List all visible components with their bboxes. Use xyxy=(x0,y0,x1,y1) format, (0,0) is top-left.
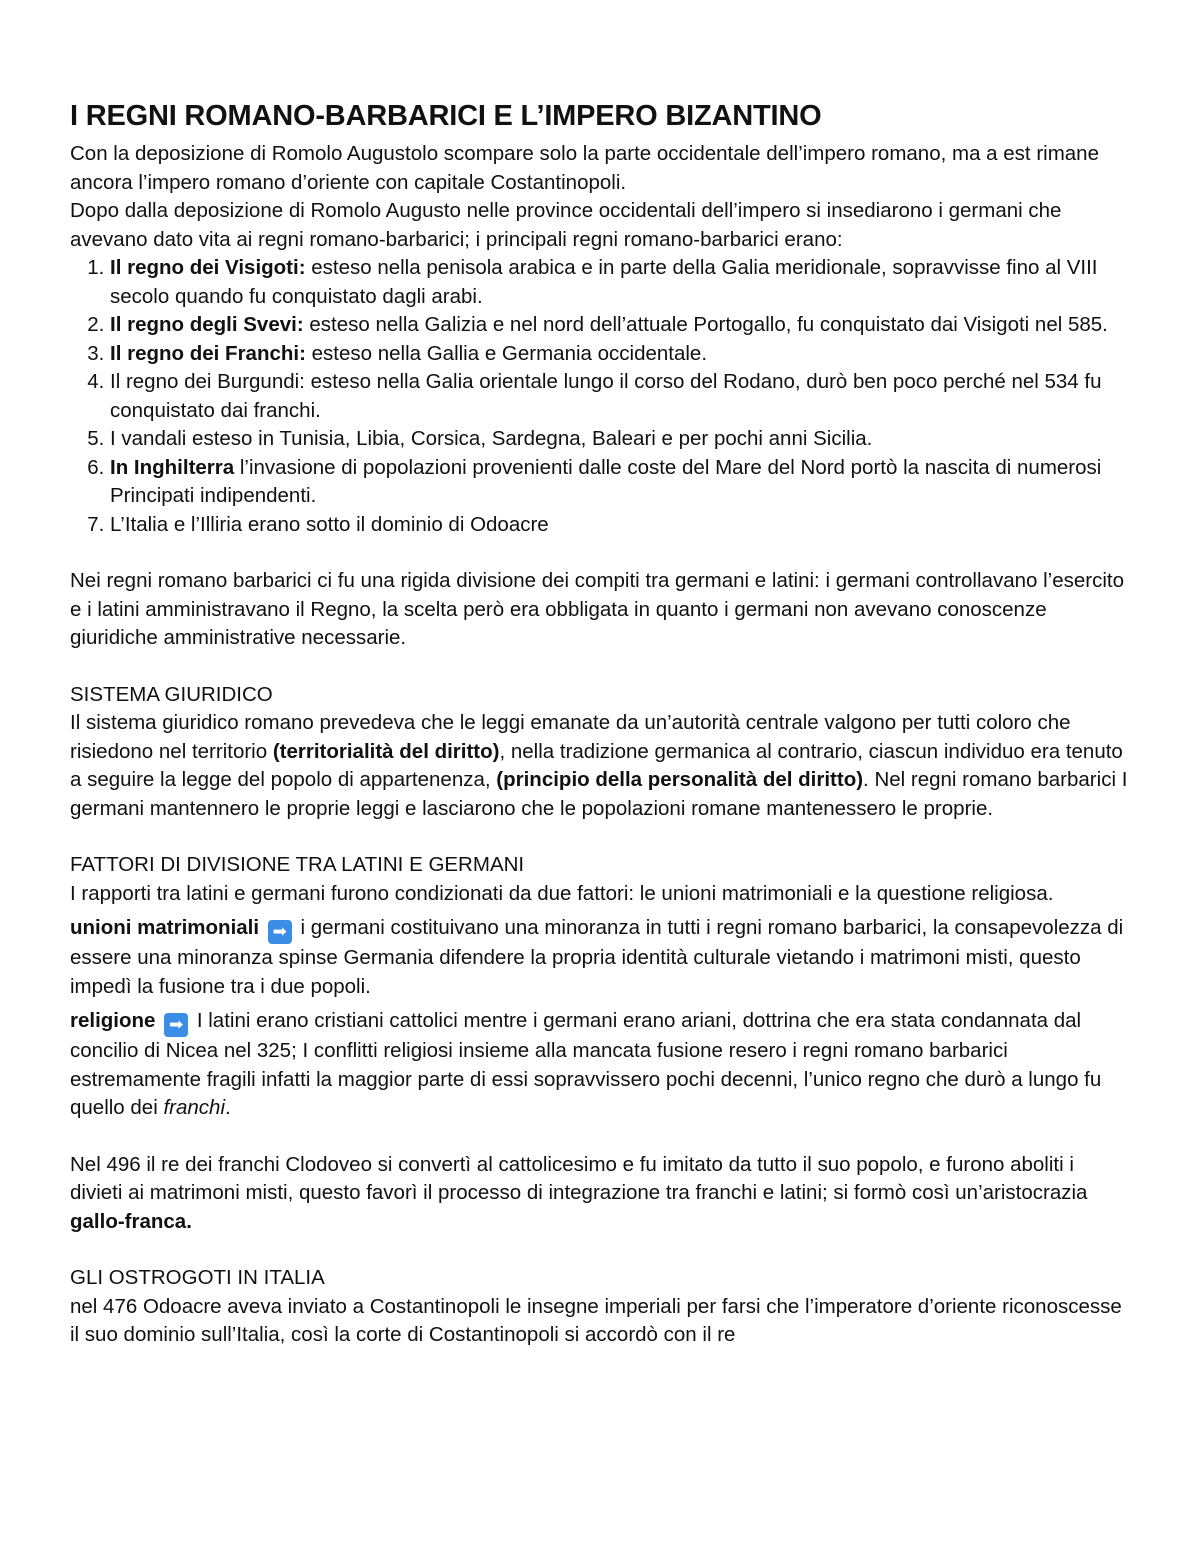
list-item: 2. Il regno degli Svevi: esteso nella Galizia e nel nord dell’attuale Portogallo, fu conquistato dai Visigoti nel 585. xyxy=(110,311,1130,340)
clovis-paragraph: Nel 496 il re dei franchi Clodoveo si convertì al cattolicesimo e fu imitato da tutto il suo popolo, e furono aboliti i divieti ai matrimoni misti, questo favorì il processo di integrazione tra franchi e latini; si formò così un’aristocrazia gallo-franca. xyxy=(70,1152,1088,1233)
spacer xyxy=(70,653,1130,681)
factors-heading: FATTORI DI DIVISIONE TRA LATINI E GERMANI xyxy=(70,853,525,876)
ostrogoths-heading: GLI OSTROGOTI IN ITALIA xyxy=(70,1266,325,1289)
ostrogoths-paragraph: nel 476 Odoacre aveva inviato a Costantinopoli le insegne imperiali per farsi che l’imperatore d’oriente riconoscesse il suo dominio sull’Italia, così la corte di Costantinopoli si accordò con il re xyxy=(70,1294,1122,1346)
list-item: 6. In Inghilterra l’invasione di popolazioni provenienti dalle coste del Mare del Nord portò la nascita di numerosi Principati indipendenti. xyxy=(110,454,1130,511)
list-item: 5. I vandali esteso in Tunisia, Libia, Corsica, Sardegna, Baleari e per pochi anni Sicilia. xyxy=(110,425,1130,454)
spacer xyxy=(70,1123,1130,1151)
legal-heading: SISTEMA GIURIDICO xyxy=(70,682,273,706)
list-item: 1. Il regno dei Visigoti: esteso nella penisola arabica e in parte della Galia meridionale, sopravvisse fino al VIII secolo quando fu conquistato dagli arabi. xyxy=(110,254,1130,311)
spacer xyxy=(70,1236,1130,1264)
spacer xyxy=(70,539,1130,567)
right-arrow-icon: ➡ xyxy=(268,920,292,944)
list-item: 7. L’Italia e l’Illiria erano sotto il dominio di Odoacre xyxy=(110,511,1130,540)
right-arrow-icon: ➡ xyxy=(164,1013,188,1037)
legal-paragraph: Il sistema giuridico romano prevedeva che le leggi emanate da un’autorità centrale valgono per tutti coloro che risiedono nel territorio (territorialità del diritto), nella tradizione germanica al contrario, ciascun individuo era tenuto a seguire la legge del popolo di appartenenza, (principio della personalità del diritto). Nel regni romano barbarici I germani mantennero le proprie leggi e lasciarono che le popolazioni romane mantenessero le proprie. xyxy=(70,711,1128,820)
list-item: 3. Il regno dei Franchi: esteso nella Gallia e Germania occidentale. xyxy=(110,340,1130,369)
religion-paragraph: religione ➡ I latini erano cristiani cattolici mentre i germani erano ariani, dottrina che era stata condannata dal concilio di Nicea nel 325; I conflitti religiosi insieme alla mancata fusione resero i regni romano barbarici estremamente fragili infatti la maggior parte di essi sopravvissero pochi decenni, l’unico regno che durò a lungo fu quello dei franchi. xyxy=(70,1009,1102,1119)
marriage-paragraph: unioni matrimoniali ➡ i germani costituivano una minoranza in tutti i regni romano barbarici, la consapevolezza di essere una minoranza spinse Germania difendere la propria identità culturale vietando i matrimoni misti, questo impedì la fusione tra i due popoli. xyxy=(70,916,1124,998)
document-title: I REGNI ROMANO-BARBARICI E L’IMPERO BIZANTINO xyxy=(70,100,822,132)
intro-paragraph-1: Con la deposizione di Romolo Augustolo scompare solo la parte occidentale dell’impero romano, ma a est rimane ancora l’impero romano d’oriente con capitale Costantinopoli. xyxy=(70,142,1099,194)
spacer xyxy=(70,823,1130,851)
kingdoms-list xyxy=(70,254,1130,539)
factors-intro: I rapporti tra latini e germani furono condizionati da due fattori: le unioni matrimoniali e la questione religiosa. xyxy=(70,881,1054,905)
list-item: 4. Il regno dei Burgundi: esteso nella Galia orientale lungo il corso del Rodano, durò ben poco perché nel 534 fu conquistato dai franchi. xyxy=(110,368,1130,425)
division-paragraph: Nei regni romano barbarici ci fu una rigida divisione dei compiti tra germani e latini: i germani controllavano l’esercito e i latini amministravano il Regno, la scelta però era obbligata in quanto i germani non avevano conoscenze giuridiche amministrative necessarie. xyxy=(70,569,1124,649)
intro-paragraph-2: Dopo dalla deposizione di Romolo Augusto nelle province occidentali dell’impero si insediarono i germani che avevano dato vita ai regni romano-barbarici; i principali regni romano-barbarici erano: xyxy=(70,199,1062,251)
